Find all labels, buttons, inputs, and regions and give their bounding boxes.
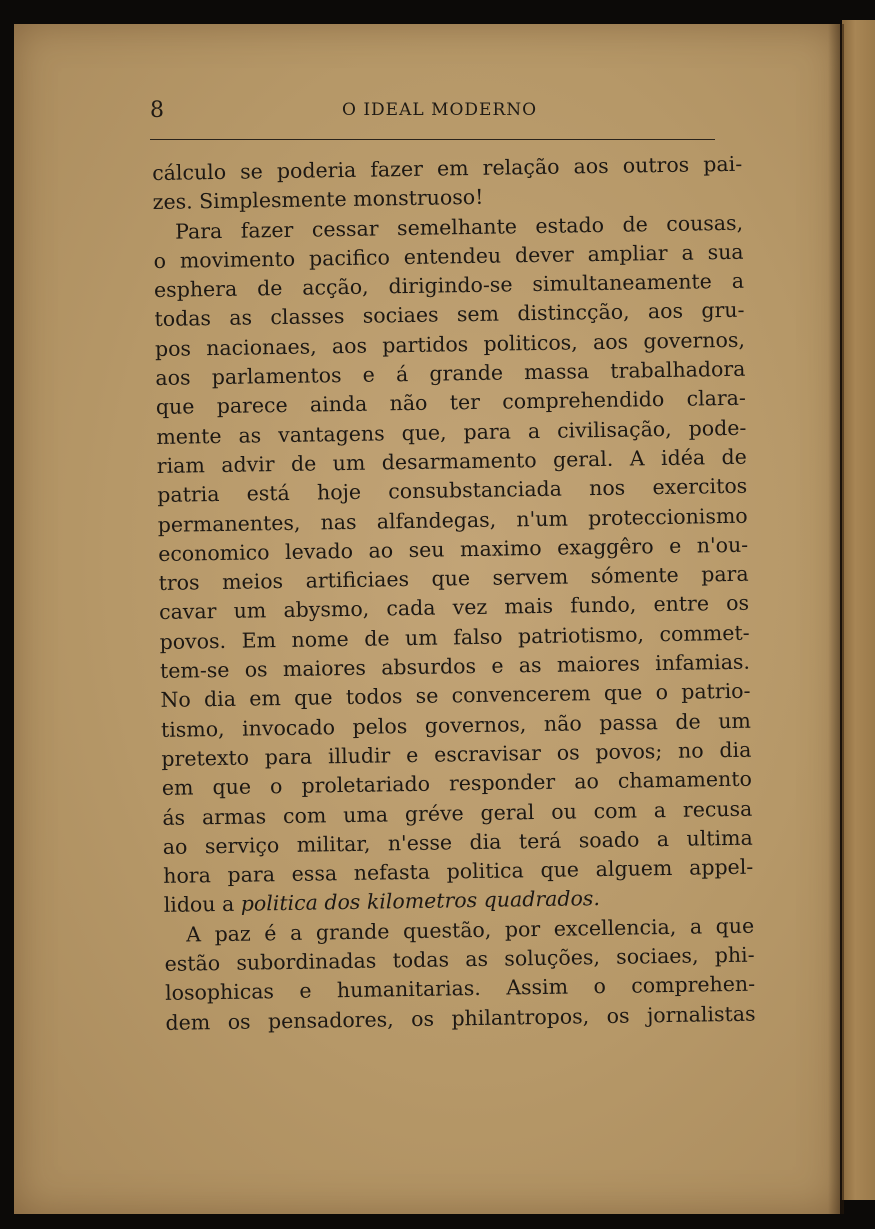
running-title: O IDEAL MODERNO xyxy=(342,100,538,120)
text-line: pretexto para illudir e escravisar os povos; no dia xyxy=(161,737,752,771)
text-line: mente as vantagens que, para a civilisação, pode- xyxy=(156,415,747,449)
header-rule xyxy=(150,139,715,140)
text-line: permanentes, nas alfandegas, n'um proteccionismo xyxy=(157,503,748,537)
text-line: que parece ainda não ter comprehendido clara- xyxy=(155,386,747,420)
text-line: cálculo se poderia fazer em relação aos outros pai- xyxy=(152,151,743,185)
text-line: em que o proletariado responder ao chamamento xyxy=(161,766,752,801)
body-text xyxy=(152,150,756,1038)
text-line: cavar um abysmo, cada vez mais fundo, entre os xyxy=(158,591,750,625)
gutter-shadow xyxy=(828,24,844,1214)
adjacent-page-edge xyxy=(842,20,875,1200)
page-number: 8 xyxy=(150,98,164,123)
text-line: pos nacionaes, aos partidos politicos, aos governos, xyxy=(154,327,746,361)
text-line: losophicas e humanitarias. Assim o comprehen- xyxy=(164,971,756,1006)
text-line: povos. Em nome de um falso patriotismo, commet- xyxy=(159,620,750,654)
page-header xyxy=(150,96,730,136)
italic-phrase: politica dos kilometros quadrados. xyxy=(240,886,601,917)
text-line: aos parlamentos e á grande massa trabalhadora xyxy=(155,356,746,391)
text-line: ao serviço militar, n'esse dia terá soado a ultima xyxy=(162,825,753,859)
line-prefix: lidou a xyxy=(163,892,241,918)
text-line: o movimento pacifico entendeu dever ampliar a sua xyxy=(153,239,744,273)
text-line: tismo, invocado pelos governos, não passa de um xyxy=(160,708,752,742)
text-line: economico levado ao seu maximo exaggêro e n'ou- xyxy=(158,532,749,566)
paragraph-start-line: Para fazer cessar semelhante estado de cousas, xyxy=(174,210,744,244)
text-line: tem-se os maiores absurdos e as maiores infamias. xyxy=(159,649,751,683)
text-line: riam advir de um desarmamento geral. A idéa de xyxy=(156,444,747,478)
text-line: todas as classes sociaes sem distincção, aos gru- xyxy=(154,298,745,332)
paragraph-start-line: A paz é a grande questão, por excellencia, a que xyxy=(185,913,755,947)
text-line: zes. Simplesmente monstruoso! xyxy=(152,185,484,215)
text-line: No dia em que todos se convencerem que o patrio- xyxy=(160,679,751,713)
text-line: dem os pensadores, os philantropos, os jornalistas xyxy=(165,1001,756,1035)
text-line: estão subordinadas todas as soluções, sociaes, phi- xyxy=(164,942,755,976)
text-line: tros meios artificiaes que servem sómente para xyxy=(158,561,749,596)
text-line: ás armas com uma gréve geral ou com a recusa xyxy=(162,796,753,830)
text-line: esphera de acção, dirigindo-se simultaneamente a xyxy=(153,268,745,303)
text-line: patria está hoje consubstanciada nos exercitos xyxy=(157,473,748,508)
text-line: hora para essa nefasta politica que alguem appel- xyxy=(163,854,754,889)
